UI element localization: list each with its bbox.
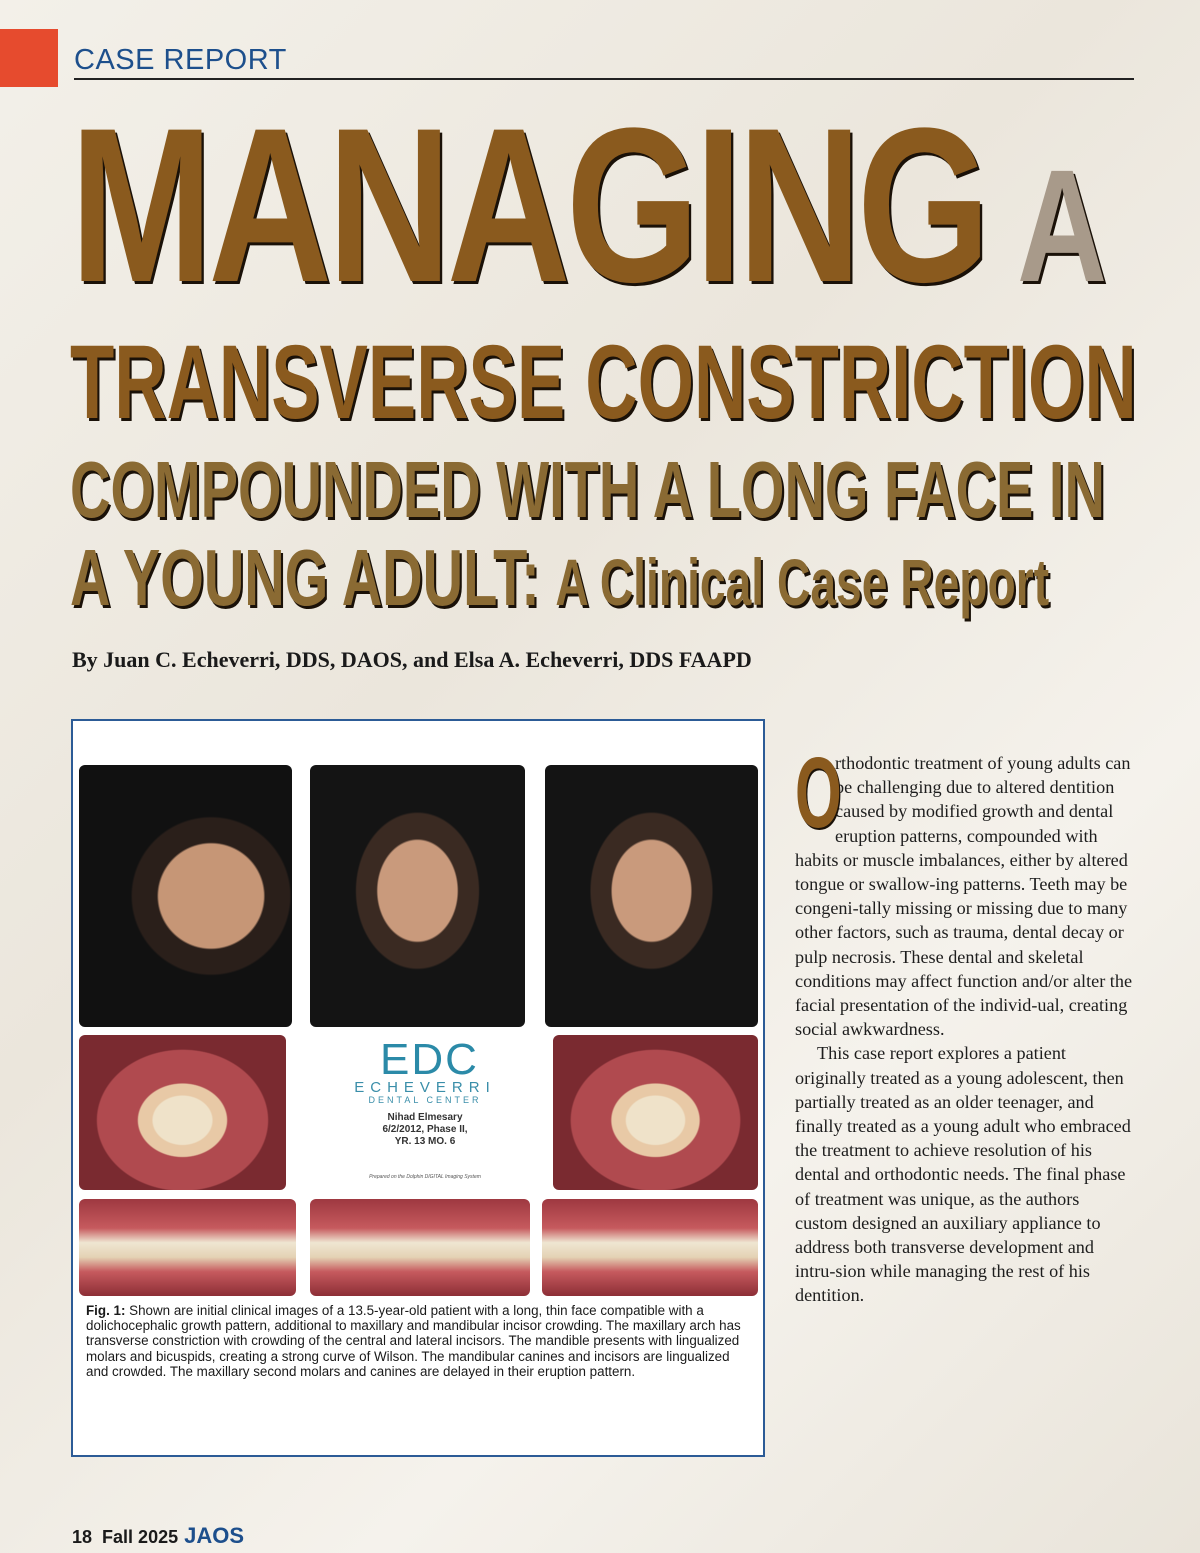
title-line-4	[70, 533, 1050, 622]
issue-label: Fall 2025	[102, 1527, 179, 1547]
frontal-intraoral-photo	[310, 1199, 530, 1296]
profile-photo	[79, 765, 292, 1027]
patient-info	[340, 1112, 510, 1148]
left-buccal-photo	[542, 1199, 758, 1296]
logo-name: ECHEVERRI	[354, 1079, 496, 1096]
byline: By Juan C. Echeverri, DDS, DAOS, and Elsa A. Echeverri, DDS FAAPD	[72, 647, 752, 672]
paragraph-2: This case report explores a patient originally treated as a young adolescent, then partially treated as an older teenager, and finally treated as a young adult who embraced the treatment to achieve resolution of his dental and orthodontic needs. The final phase of treatment was unique, as the authors custom designed an auxiliary appliance to address both transverse development and intru-sion while managing the rest of his dentition.	[795, 1043, 1131, 1306]
title-subtitle: A Clinical Case Report	[555, 545, 1050, 619]
smile-photo	[545, 765, 758, 1027]
title-word-a: A	[1017, 136, 1103, 315]
caption-label: Fig. 1:	[86, 1303, 126, 1318]
paragraph-1	[795, 737, 1133, 1041]
article-body	[795, 737, 1133, 1308]
title-line-1	[70, 82, 1103, 328]
edc-logo: EDC	[380, 1035, 479, 1084]
page-number: 18	[72, 1527, 93, 1547]
maxillary-occlusal-photo	[79, 1035, 286, 1190]
title-young-adult: A YOUNG ADULT:	[70, 533, 540, 622]
title-line-3: COMPOUNDED WITH A LONG FACE IN	[70, 445, 1105, 534]
prepared-note: Prepared on the Dolphin DIGITAL Imaging System	[369, 1174, 481, 1180]
patient-date: 6/2/2012, Phase II,	[382, 1124, 468, 1135]
drop-cap: O	[795, 737, 842, 849]
logo-subtitle: DENTAL CENTER	[368, 1095, 482, 1105]
patient-age: YR. 13 MO. 6	[394, 1136, 456, 1147]
section-label: CASE REPORT	[74, 44, 287, 76]
section-tab	[0, 29, 58, 87]
figure-caption	[86, 1303, 746, 1379]
mandibular-occlusal-photo	[553, 1035, 758, 1190]
patient-name: Nihad Elmesary	[387, 1112, 463, 1123]
right-buccal-photo	[79, 1199, 296, 1296]
paragraph-1-text: rthodontic treatment of young adults can be challenging due to altered dentition caused by modified growth and dental eruption patterns, compounded with habits or muscle imbalances, either by altered tongue or swallow-ing patterns. Teeth may be congeni-tally missing or missing due to many other factors, such as trauma, dental decay or pulp necrosis. These dental and skeletal conditions may affect function and/or alter the facial presentation of the individ-ual, creating social awkwardness.	[795, 753, 1133, 1040]
title-line-2: TRANSVERSE CONSTRICTION	[70, 324, 1137, 441]
section-rule	[74, 78, 1134, 80]
frontal-photo	[310, 765, 525, 1027]
page-footer	[72, 1523, 244, 1549]
title-word-managing: MANAGING	[70, 82, 986, 328]
journal-name: JAOS	[184, 1523, 245, 1548]
caption-text: Shown are initial clinical images of a 13.5-year-old patient with a long, thin face compatible with a dolichocephalic growth pattern, additional to maxillary and mandibular incisor crowding. The maxillary arch has transverse constriction with crowding of the central and lateral incisors. The mandible presents with lingualized molars and bicuspids, creating a strong curve of Wilson. The mandibular canines and incisors are lingualized and crowded. The maxillary second molars and canines are delayed in their eruption pattern.	[86, 1303, 741, 1379]
